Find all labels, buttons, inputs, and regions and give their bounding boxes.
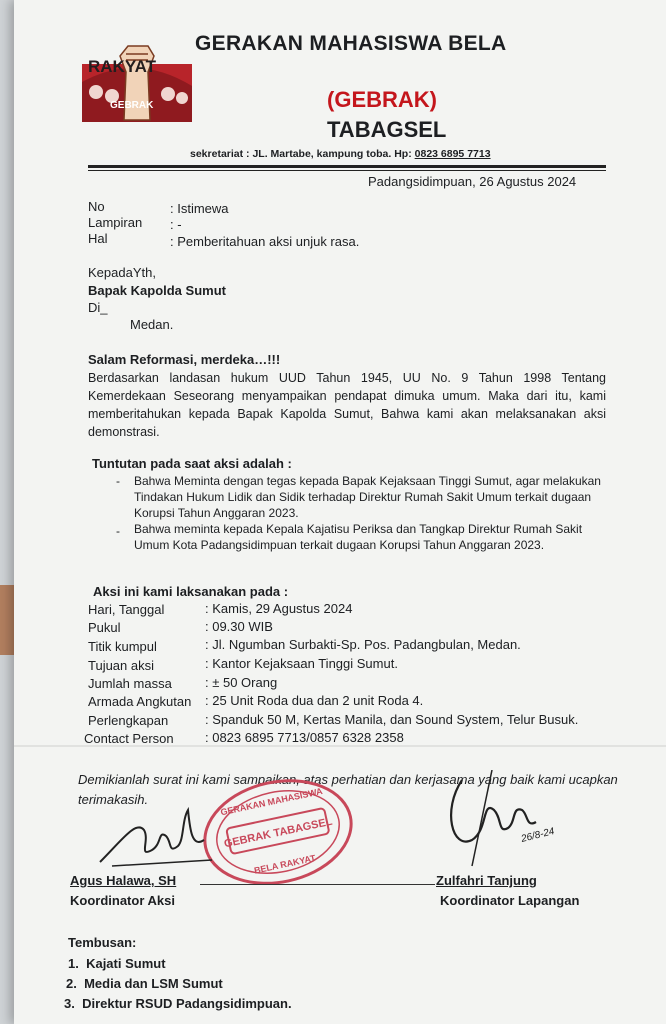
recipient-name: Bapak Kapolda Sumut xyxy=(88,283,226,298)
action-value-crowd: : ± 50 Orang xyxy=(205,675,278,690)
action-title: Aksi ini kami laksanakan pada : xyxy=(93,584,289,599)
org-name-line1: GERAKAN MAHASISWA BELA xyxy=(195,32,507,55)
action-value-gathering: : Jl. Ngumban Surbakti-Sp. Pos. Padangbulan, Medan. xyxy=(205,637,521,652)
secretariat-line xyxy=(190,148,491,160)
signatory-left-role: Koordinator Aksi xyxy=(70,893,175,908)
action-value-equipment: : Spanduk 50 M, Kertas Manila, dan Sound System, Telur Busuk. xyxy=(205,712,579,727)
action-value-date: : Kamis, 29 Agustus 2024 xyxy=(205,601,353,616)
cc-title: Tembusan: xyxy=(68,935,137,950)
secretariat-address: sekretariat : JL. Martabe, kampung toba. Hp: xyxy=(190,148,412,160)
action-label-fleet: Armada Angkutan xyxy=(88,694,192,709)
header-rule-thin xyxy=(88,170,606,171)
opening-paragraph: Berdasarkan landasan hukum UUD Tahun 1945, UU No. 9 Tahun 1998 Tentang Kemerdekaan Seseorang menyampaikan pendapat dimuka umum. Maka dari itu, kami memberitahukan kepada Bapak Kapolda Sumut, Bahwa kami akan melaksanakan aksi demonstrasi. xyxy=(88,371,606,439)
logo-subtext: GEBRAK xyxy=(110,100,154,111)
signature-date-note: 26/8-24 xyxy=(520,826,556,845)
cc-item-3: 3. Direktur RSUD Padangsidimpuan. xyxy=(64,996,292,1011)
demand-bullet-2: - xyxy=(116,524,120,538)
secretariat-phone: 0823 6895 7713 xyxy=(414,148,491,160)
signatory-right-name: Zulfahri Tanjung xyxy=(436,873,537,888)
meta-label-hal: Hal xyxy=(88,231,108,246)
recipient-greeting: KepadaYth, xyxy=(88,265,156,280)
stamp-text-center: GEBRAK TABAGSEL xyxy=(222,815,334,851)
cc-item-2-text: Media dan LSM Sumut xyxy=(84,976,223,991)
signature-left xyxy=(92,800,222,870)
meta-value-lampiran: : - xyxy=(170,217,182,232)
meta-value-hal: : Pemberitahuan aksi unjuk rasa. xyxy=(170,234,360,249)
action-label-crowd: Jumlah massa xyxy=(88,676,172,691)
action-value-contact: : 0823 6895 7713/0857 6328 2358 xyxy=(205,730,404,745)
organization-stamp xyxy=(198,772,358,892)
gebrak-logo xyxy=(82,42,194,122)
demand-item-2: Bahwa meminta kepada Kepala Kajatisu Periksa dan Tangkap Direktur Rumah Sakit Umum Kota Padangsidimpuan terkait dugaan Korupsi Tahun Anggaran 2023. xyxy=(134,522,583,552)
closing-paragraph: Demikianlah surat ini kami sampaikan, atas perhatian dan kerjasama yang baik kami ucapkan terimakasih. xyxy=(78,772,618,807)
recipient-city: Medan. xyxy=(130,317,174,332)
action-value-destination: : Kantor Kejaksaan Tinggi Sumut. xyxy=(205,656,398,671)
demand-item-1: Bahwa Meminta dengan tegas kepada Bapak Kejaksaan Tinggi Sumut, agar melakukan Tindakan Hukum Lidik dan Sidik terhadap Direktur Rumah Sakit Umum terkait dugaan Korupsi Tahun Anggaran 2023. xyxy=(134,474,601,520)
salutation: Salam Reformasi, merdeka…!!! xyxy=(88,352,281,367)
org-region: TABAGSEL xyxy=(327,117,447,142)
action-value-time: : 09.30 WIB xyxy=(205,619,273,634)
signatory-right-role: Koordinator Lapangan xyxy=(440,893,580,908)
stamp-text-bottom: BELA RAKYAT xyxy=(253,852,317,876)
action-label-gathering: Titik kumpul xyxy=(88,639,157,654)
meta-label-no: No xyxy=(88,199,105,214)
cc-item-1: 1. Kajati Sumut xyxy=(68,956,166,971)
cc-item-1-text: Kajati Sumut xyxy=(86,956,166,971)
org-acronym: (GEBRAK) xyxy=(327,87,437,112)
action-label-destination: Tujuan aksi xyxy=(88,658,154,673)
action-value-fleet: : 25 Unit Roda dua dan 2 unit Roda 4. xyxy=(205,693,424,708)
meta-label-lampiran: Lampiran xyxy=(88,215,143,230)
signature-base-line xyxy=(200,884,435,885)
cc-item-2: 2. Media dan LSM Sumut xyxy=(66,976,223,991)
cc-item-3-text: Direktur RSUD Padangsidimpuan. xyxy=(82,996,292,1011)
header-rule-thick xyxy=(88,165,606,168)
recipient-di: Di_ xyxy=(88,300,108,315)
place-date: Padangsidimpuan, 26 Agustus 2024 xyxy=(368,174,577,189)
logo-wordmark: RAKYAT xyxy=(88,57,157,76)
signatory-left-name: Agus Halawa, SH xyxy=(70,873,177,888)
signature-right xyxy=(432,770,572,870)
stamp-text-top: GERAKAN MAHASISWA xyxy=(219,785,324,818)
meta-value-no: : Istimewa xyxy=(170,201,229,216)
action-label-equipment: Perlengkapan xyxy=(88,713,169,728)
demands-title: Tuntutan pada saat aksi adalah : xyxy=(92,456,292,471)
action-label-contact: Contact Person xyxy=(84,731,174,746)
demand-bullet-1: - xyxy=(116,474,120,488)
action-label-date: Hari, Tanggal xyxy=(88,602,165,617)
action-label-time: Pukul xyxy=(88,620,121,635)
